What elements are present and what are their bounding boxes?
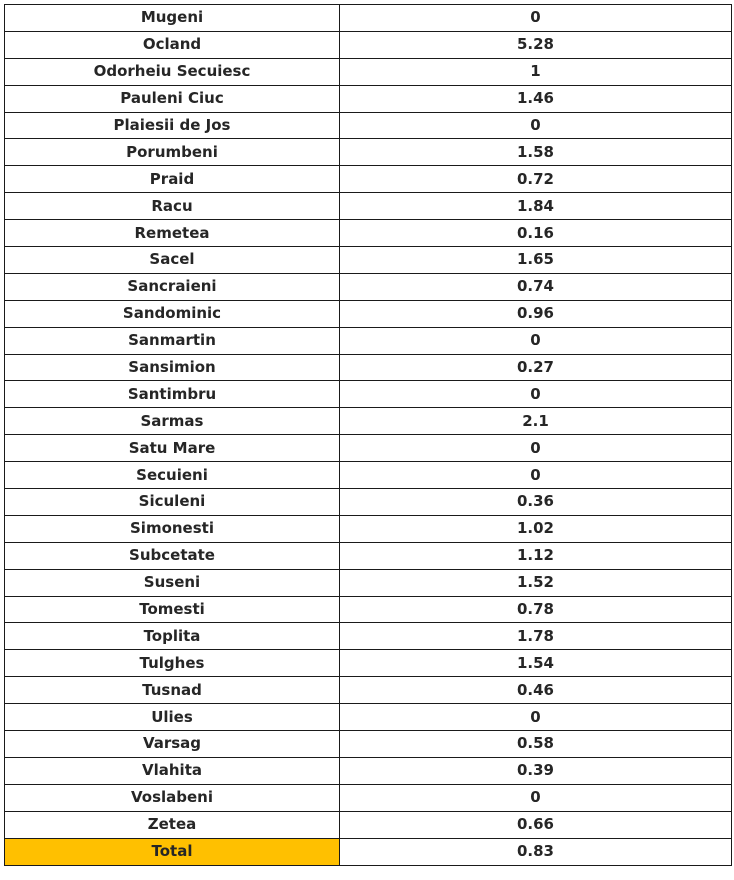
locality-name-cell: Porumbeni bbox=[5, 139, 340, 166]
value-cell: 0.78 bbox=[340, 596, 732, 623]
value-cell: 0.72 bbox=[340, 166, 732, 193]
total-row bbox=[5, 838, 732, 865]
locality-name-cell: Suseni bbox=[5, 569, 340, 596]
value-cell: 0.39 bbox=[340, 757, 732, 784]
table-row bbox=[5, 650, 732, 677]
locality-name-cell: Sandominic bbox=[5, 300, 340, 327]
table-row bbox=[5, 704, 732, 731]
locality-name-cell: Pauleni Ciuc bbox=[5, 85, 340, 112]
total-value: 0.83 bbox=[340, 838, 732, 865]
value-cell: 1.52 bbox=[340, 569, 732, 596]
locality-name-cell: Tomesti bbox=[5, 596, 340, 623]
value-cell: 0.74 bbox=[340, 273, 732, 300]
locality-name-cell: Racu bbox=[5, 193, 340, 220]
table-row bbox=[5, 731, 732, 758]
locality-name-cell: Odorheiu Secuiesc bbox=[5, 58, 340, 85]
locality-name-cell: Zetea bbox=[5, 811, 340, 838]
locality-name-cell: Subcetate bbox=[5, 542, 340, 569]
table-row bbox=[5, 408, 732, 435]
locality-name-cell: Simonesti bbox=[5, 515, 340, 542]
value-cell: 0 bbox=[340, 327, 732, 354]
table-row bbox=[5, 784, 732, 811]
table-row bbox=[5, 381, 732, 408]
value-cell: 0 bbox=[340, 462, 732, 489]
table-row bbox=[5, 85, 732, 112]
value-cell: 0.27 bbox=[340, 354, 732, 381]
locality-name-cell: Praid bbox=[5, 166, 340, 193]
value-cell: 1.02 bbox=[340, 515, 732, 542]
data-table bbox=[4, 4, 732, 866]
locality-name-cell: Sarmas bbox=[5, 408, 340, 435]
locality-name-cell: Siculeni bbox=[5, 489, 340, 516]
locality-name-cell: Sancraieni bbox=[5, 273, 340, 300]
table-body bbox=[5, 5, 732, 866]
locality-name-cell: Plaiesii de Jos bbox=[5, 112, 340, 139]
table-row bbox=[5, 273, 732, 300]
value-cell: 1.65 bbox=[340, 247, 732, 274]
value-cell: 1.78 bbox=[340, 623, 732, 650]
value-cell: 1.54 bbox=[340, 650, 732, 677]
value-cell: 0.66 bbox=[340, 811, 732, 838]
value-cell: 1.84 bbox=[340, 193, 732, 220]
value-cell: 0 bbox=[340, 381, 732, 408]
table-row bbox=[5, 112, 732, 139]
table-row bbox=[5, 327, 732, 354]
table-row bbox=[5, 247, 732, 274]
value-cell: 0 bbox=[340, 704, 732, 731]
locality-name-cell: Tusnad bbox=[5, 677, 340, 704]
locality-name-cell: Sansimion bbox=[5, 354, 340, 381]
locality-name-cell: Satu Mare bbox=[5, 435, 340, 462]
value-cell: 0.58 bbox=[340, 731, 732, 758]
table-row bbox=[5, 435, 732, 462]
locality-name-cell: Vlahita bbox=[5, 757, 340, 784]
table-row bbox=[5, 623, 732, 650]
value-cell: 5.28 bbox=[340, 31, 732, 58]
table-row bbox=[5, 757, 732, 784]
value-cell: 0.16 bbox=[340, 220, 732, 247]
total-label: Total bbox=[5, 838, 340, 865]
locality-name-cell: Santimbru bbox=[5, 381, 340, 408]
value-cell: 2.1 bbox=[340, 408, 732, 435]
locality-name-cell: Ulies bbox=[5, 704, 340, 731]
table-row bbox=[5, 596, 732, 623]
table-row bbox=[5, 166, 732, 193]
table-row bbox=[5, 220, 732, 247]
table-row bbox=[5, 354, 732, 381]
table-row bbox=[5, 677, 732, 704]
value-cell: 0.96 bbox=[340, 300, 732, 327]
value-cell: 0 bbox=[340, 112, 732, 139]
table-row bbox=[5, 515, 732, 542]
locality-name-cell: Toplita bbox=[5, 623, 340, 650]
value-cell: 0.46 bbox=[340, 677, 732, 704]
table-row bbox=[5, 569, 732, 596]
locality-name-cell: Sanmartin bbox=[5, 327, 340, 354]
table-row bbox=[5, 193, 732, 220]
value-cell: 0 bbox=[340, 784, 732, 811]
locality-name-cell: Varsag bbox=[5, 731, 340, 758]
table-row bbox=[5, 300, 732, 327]
value-cell: 1.12 bbox=[340, 542, 732, 569]
table-row bbox=[5, 462, 732, 489]
locality-name-cell: Voslabeni bbox=[5, 784, 340, 811]
table-row bbox=[5, 489, 732, 516]
table-row bbox=[5, 542, 732, 569]
table-row bbox=[5, 31, 732, 58]
value-cell: 0.36 bbox=[340, 489, 732, 516]
table-row bbox=[5, 5, 732, 32]
locality-name-cell: Remetea bbox=[5, 220, 340, 247]
locality-name-cell: Secuieni bbox=[5, 462, 340, 489]
value-cell: 1.58 bbox=[340, 139, 732, 166]
table-row bbox=[5, 58, 732, 85]
locality-name-cell: Tulghes bbox=[5, 650, 340, 677]
value-cell: 1.46 bbox=[340, 85, 732, 112]
table-row bbox=[5, 139, 732, 166]
value-cell: 0 bbox=[340, 5, 732, 32]
value-cell: 1 bbox=[340, 58, 732, 85]
locality-name-cell: Sacel bbox=[5, 247, 340, 274]
value-cell: 0 bbox=[340, 435, 732, 462]
locality-name-cell: Ocland bbox=[5, 31, 340, 58]
table-row bbox=[5, 811, 732, 838]
locality-name-cell: Mugeni bbox=[5, 5, 340, 32]
